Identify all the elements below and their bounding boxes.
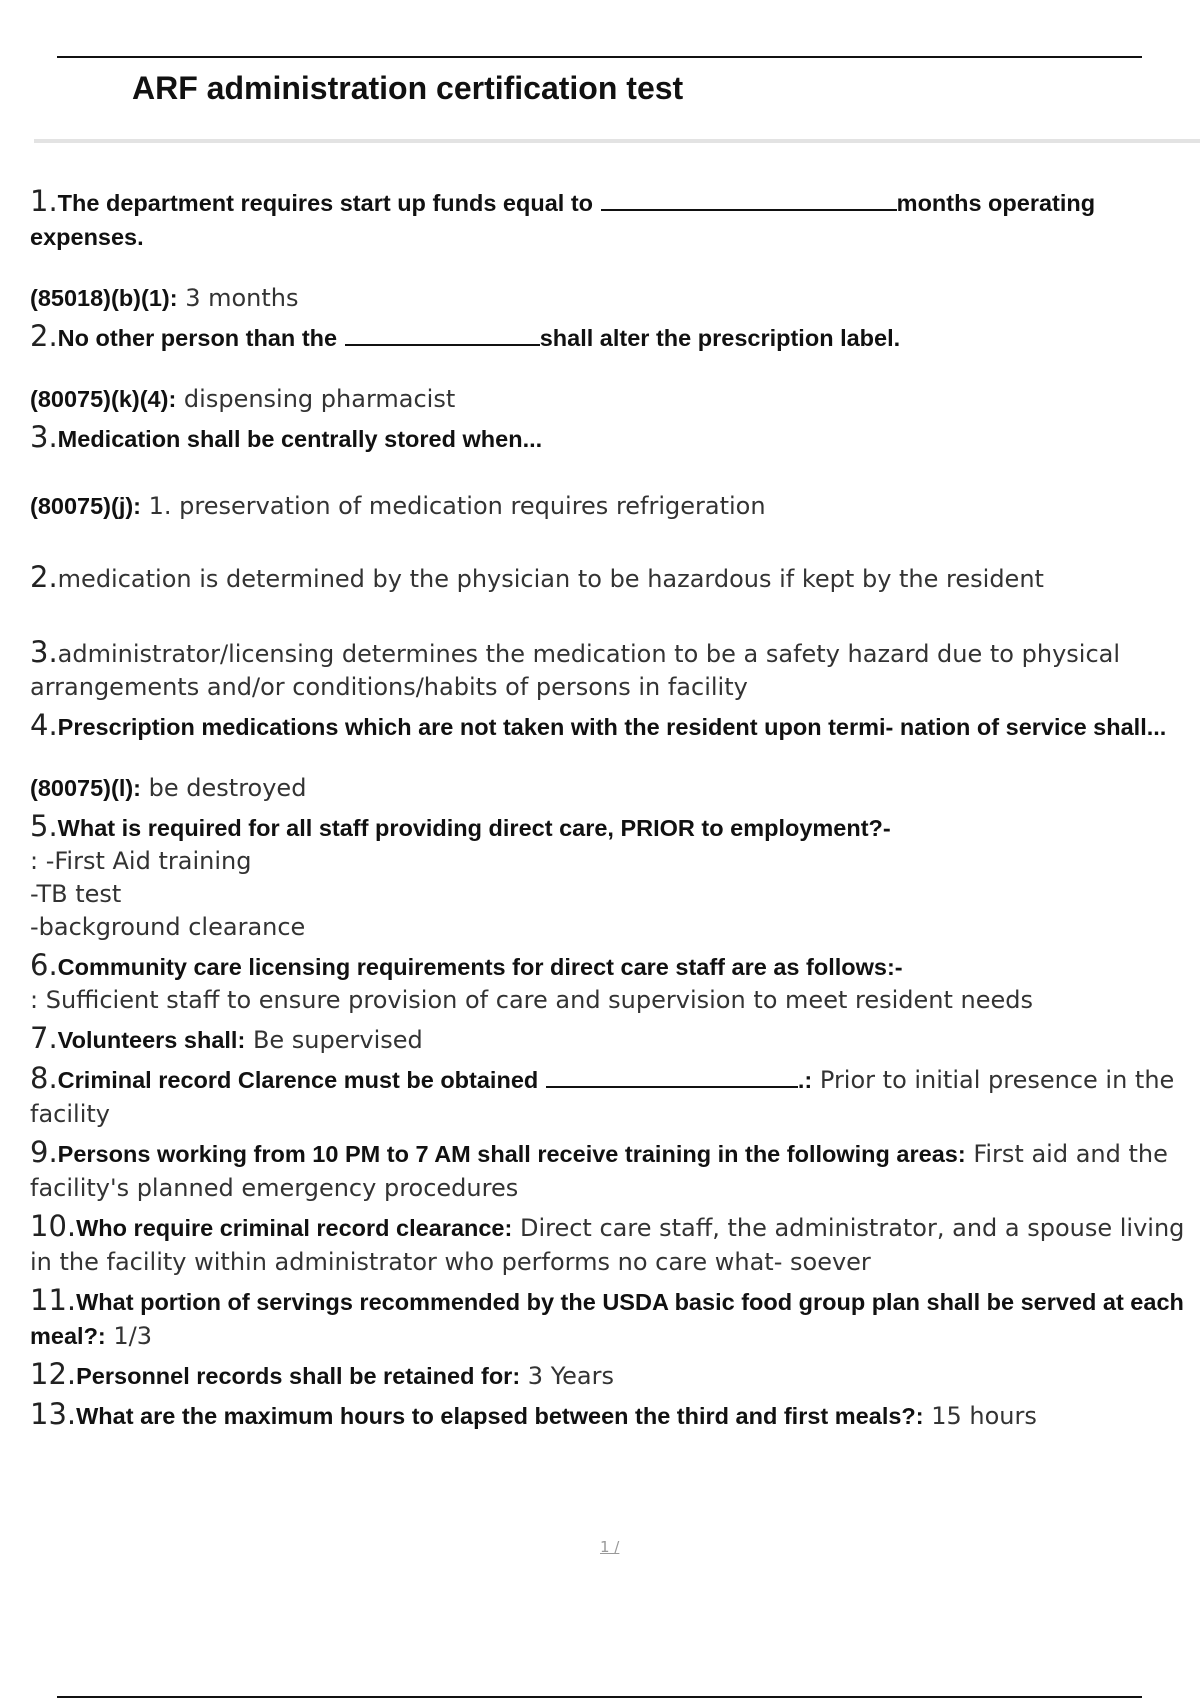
answer-text: administrator/licensing determines the medication to be a safety hazard due to physical arrangements and/or conditions/habits of persons in facility [30, 640, 1121, 701]
question-number: 5. [30, 809, 58, 843]
answer-text: 15 hours [931, 1402, 1037, 1430]
question-number: 1. [30, 184, 58, 218]
answer-text: Prior to initial presence in the facility [30, 1066, 1175, 1128]
answer-blank [601, 189, 897, 211]
question-number: 2. [30, 319, 58, 353]
question-text: shall alter the prescription label. [539, 325, 901, 351]
answer-5-line-1 [30, 845, 1200, 878]
question-text: Persons working from 10 PM to 7 AM shall receive training in the following areas: [57, 1141, 966, 1167]
answer-blank [546, 1066, 798, 1088]
question-number: 3. [30, 420, 58, 454]
question-text: Community care licensing requirements for direct care staff are as follows:- [57, 954, 903, 980]
question-1 [30, 184, 1200, 254]
question-text: Personnel records shall be retained for: [76, 1363, 521, 1389]
answer-4 [30, 772, 1200, 805]
answer-text: be destroyed [148, 774, 307, 802]
bottom-rule [57, 1696, 1142, 1698]
question-text: No other person than the [57, 325, 338, 351]
page-title: ARF administration certification test [132, 70, 684, 106]
question-5 [30, 809, 1200, 845]
question-number: 9. [30, 1135, 58, 1169]
answer-2 [30, 383, 1200, 416]
answer-text: : Sufficient staff to ensure provision of care and supervision to meet resident needs [30, 986, 1034, 1014]
question-text: The department requires start up funds equal to [57, 190, 594, 216]
question-number: 8. [30, 1061, 58, 1095]
question-11 [30, 1283, 1200, 1353]
question-number: 10. [30, 1209, 77, 1243]
question-10 [30, 1209, 1200, 1279]
question-text: Who require criminal record clearance: [76, 1215, 513, 1241]
answer-5-line-3 [30, 911, 1200, 944]
answer-text: 3 Years [527, 1362, 615, 1390]
question-7 [30, 1021, 1200, 1057]
answer-text: -background clearance [30, 913, 306, 941]
answer-text: -TB test [30, 880, 122, 908]
answer-3-item-1 [30, 490, 1200, 523]
title-divider [34, 139, 1200, 143]
answer-text: dispensing pharmacist [183, 385, 456, 413]
regulation-reference: (80075)(l): [30, 775, 142, 801]
question-9 [30, 1135, 1200, 1205]
answer-text: : -First Aid training [30, 847, 252, 875]
question-text: Medication shall be centrally stored when... [57, 426, 543, 452]
question-number: 7. [30, 1021, 58, 1055]
item-number: 2. [30, 560, 58, 594]
question-number: 13. [30, 1397, 77, 1431]
question-6 [30, 948, 1200, 984]
question-4 [30, 708, 1200, 744]
question-number: 12. [30, 1357, 77, 1391]
answer-text: medication is determined by the physician to be hazardous if kept by the resident [57, 565, 1044, 593]
question-text: Criminal record Clarence must be obtained [57, 1067, 539, 1093]
question-number: 6. [30, 948, 58, 982]
regulation-reference: (80075)(k)(4): [30, 386, 177, 412]
answer-text: Direct care staff, the administrator, and a spouse living in the facility within administrator who performs no care what- soever [30, 1214, 1185, 1276]
question-12 [30, 1357, 1200, 1393]
question-number: 4. [30, 708, 58, 742]
question-8 [30, 1061, 1200, 1131]
answer-blank [345, 324, 540, 346]
answer-text: 1. preservation of medication requires refrigeration [148, 492, 766, 520]
top-rule [57, 56, 1142, 58]
answer-text: First aid and the facility's planned emergency procedures [30, 1140, 1168, 1202]
regulation-reference: (80075)(j): [30, 493, 142, 519]
question-text: months operating expenses. [30, 190, 1096, 250]
answer-6 [30, 984, 1200, 1017]
question-text: What portion of servings recommended by the USDA basic food group plan shall be served at each meal?: [30, 1289, 1184, 1349]
answer-3-item-3 [30, 636, 1200, 704]
question-3 [30, 420, 1200, 456]
question-list [30, 184, 1200, 1433]
answer-1 [30, 282, 1200, 315]
question-text: What is required for all staff providing direct care, PRIOR to employment?- [57, 815, 891, 841]
question-text: .: [797, 1067, 813, 1093]
question-13 [30, 1397, 1200, 1433]
page-number: 1 / [600, 1538, 620, 1556]
answer-text: Be supervised [252, 1026, 423, 1054]
question-number: 11. [30, 1283, 77, 1317]
item-number: 3. [30, 635, 58, 669]
answer-text: 1/3 [113, 1322, 153, 1350]
question-text: Prescription medications which are not taken with the resident upon termi- nation of service shall... [57, 714, 1167, 740]
answer-text: 3 months [185, 284, 299, 312]
answer-5-line-2 [30, 878, 1200, 911]
question-2 [30, 319, 1200, 355]
regulation-reference: (85018)(b)(1): [30, 285, 178, 311]
question-text: What are the maximum hours to elapsed between the third and first meals?: [76, 1403, 924, 1429]
question-text: Volunteers shall: [57, 1027, 246, 1053]
answer-3-item-2 [30, 561, 1200, 596]
